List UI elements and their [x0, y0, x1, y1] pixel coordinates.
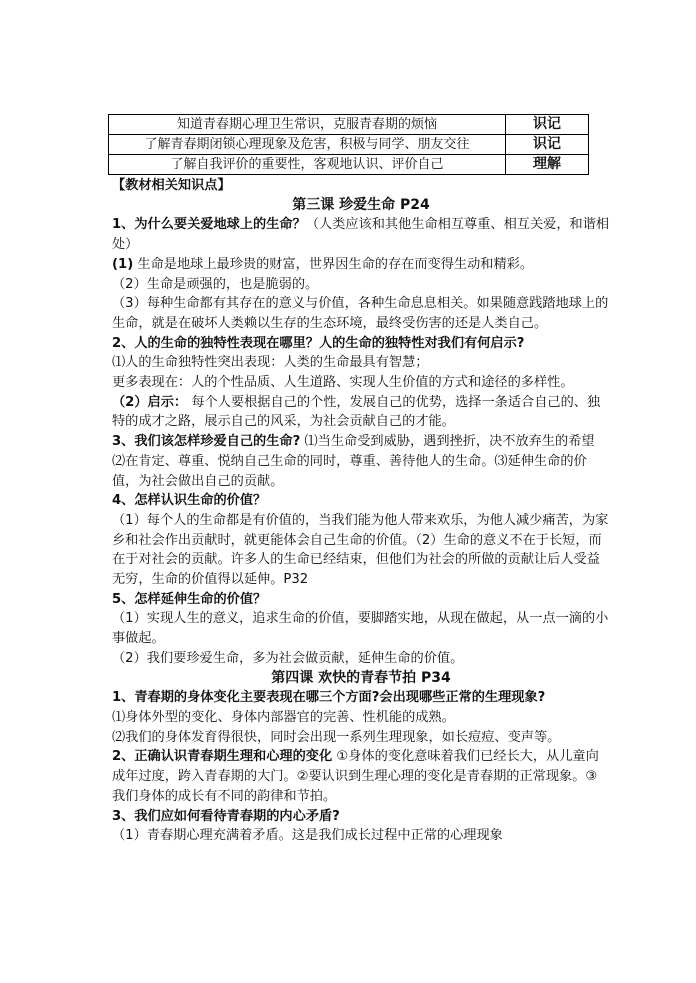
- document-body: [112, 176, 610, 846]
- objective-requirement: 理解: [506, 155, 589, 175]
- objective-requirement: 识记: [506, 115, 589, 135]
- lesson3-q2-point3: [112, 393, 610, 432]
- table-row: [109, 155, 589, 175]
- lesson3-q2: 2、人的生命的独特性表现在哪里？人的生命的独特性对我们有何启示?: [112, 335, 525, 351]
- objective-description: 知道青春期心理卫生常识，克服青春期的烦恼: [109, 115, 506, 135]
- objective-description: 了解青春期闭锁心理现象及危害，积极与同学、朋友交往: [109, 135, 506, 155]
- lesson4-q1: 1、青春期的身体变化主要表现在哪三个方面?会出现哪些正常的生理现象?: [112, 690, 546, 706]
- lesson4-q1-point1: ⑴身体外型的变化、身体内部器官的完善、性机能的成熟。: [112, 709, 455, 725]
- objective-requirement: 识记: [506, 135, 589, 155]
- lesson3-q4-answer: （1）每个人的生命都是有价值的，当我们能为他人带来欢乐，为他人减少痛苦，为家乡和社会作出贡献时，就更能体会自己生命的价值。（2）生命的意义不在于长短，而在于对社会的贡献。许多人的生命已经结束，但他们为社会的所做的贡献让后人受益无穷，生命的价值得以延伸。P32: [112, 512, 609, 588]
- lesson3-q2-point1: ⑴人的生命独特性突出表现：人类的生命最具有智慧；: [112, 355, 429, 371]
- table-row: [109, 135, 589, 155]
- section-header: 【教材相关知识点】: [112, 178, 231, 193]
- lesson3-q1-point2: （2）生命是顽强的，也是脆弱的。: [112, 276, 319, 292]
- lesson3-q1: [112, 215, 610, 254]
- lesson3-q3: [112, 432, 610, 491]
- lesson3-title: 第三课 珍爱生命 P24: [292, 196, 430, 213]
- lesson3-q1-point3: （3）每种生命都有其存在的意义与价值，各种生命息息相关。如果随意践踏地球上的生命，就是在破坏人类赖以生存的生态环境，最终受伤害的还是人类自己。: [112, 296, 609, 331]
- lesson3-q5-point1: （1）实现人生的意义，追求生命的价值，要脚踏实地，从现在做起，从一点一滴的小事做起。: [112, 611, 609, 647]
- objective-description: 了解自我评价的重要性，客观地认识、评价自己: [109, 155, 506, 175]
- question-text: 1、为什么要关爱地球上的生命？: [112, 217, 306, 233]
- point-text: 生命是地球上最珍贵的财富，世界因生命的存在而变得生动和精彩。: [133, 256, 534, 272]
- answer-text: （人类应该和其他生命相互尊重、相互关爱，和谐相处）: [112, 217, 610, 253]
- question-text: 2、正确认识青春期生理和心理的变化: [112, 749, 333, 765]
- lesson3-q4: 4、怎样认识生命的价值？: [112, 493, 267, 509]
- lesson3-q5-point2: （2）我们要珍爱生命，多为社会做贡献，延伸生命的价值。: [112, 650, 464, 666]
- point-label: (1): [112, 256, 134, 272]
- lesson3-q2-point2: 更多表现在：人的个性品质、人生道路、实现人生价值的方式和途径的多样性。: [112, 375, 574, 391]
- question-text: 3、我们该怎样珍爱自己的生命?: [112, 434, 301, 450]
- point-text: 每个人要根据自己的个性，发展自己的优势，选择一条适合自己的、独特的成才之路，展示自己的风采，为社会贡献自己的才能。: [112, 394, 601, 430]
- lesson4-q3-point1: （1）青春期心理充满着矛盾。这是我们成长过程中正常的心理现象: [112, 828, 503, 844]
- lesson4-q3: 3、我们应如何看待青春期的内心矛盾?: [112, 808, 340, 824]
- lesson4-q1-point2: ⑵我们的身体发育得很快，同时会出现一系列生理现象，如长痘痘、变声等。: [112, 729, 561, 745]
- lesson3-q5: 5、怎样延伸生命的价值？: [112, 591, 267, 607]
- table-row: [109, 115, 589, 135]
- objectives-table: [108, 114, 589, 175]
- lesson3-q1-point1: [112, 255, 610, 275]
- lesson4-title: 第四课 欢快的青春节拍 P34: [271, 669, 451, 686]
- point-label: （2）启示：: [112, 394, 188, 410]
- lesson4-q2: [112, 747, 610, 806]
- answer-text: ⑴当生命受到威胁，遇到挫折，决不放弃生的希望 ⑵在肯定、尊重、悦纳自己生命的同时，尊重、善待他人的生命。⑶延伸生命的价值，为社会做出自己的贡献。: [112, 434, 595, 489]
- answer-text: ①身体的变化意味着我们已经长大，从儿童向成年过度，跨入青春期的大门。②要认识到生理心理的变化是青春期的正常现象。③我们身体的成长有不同的韵律和节拍。: [112, 749, 599, 804]
